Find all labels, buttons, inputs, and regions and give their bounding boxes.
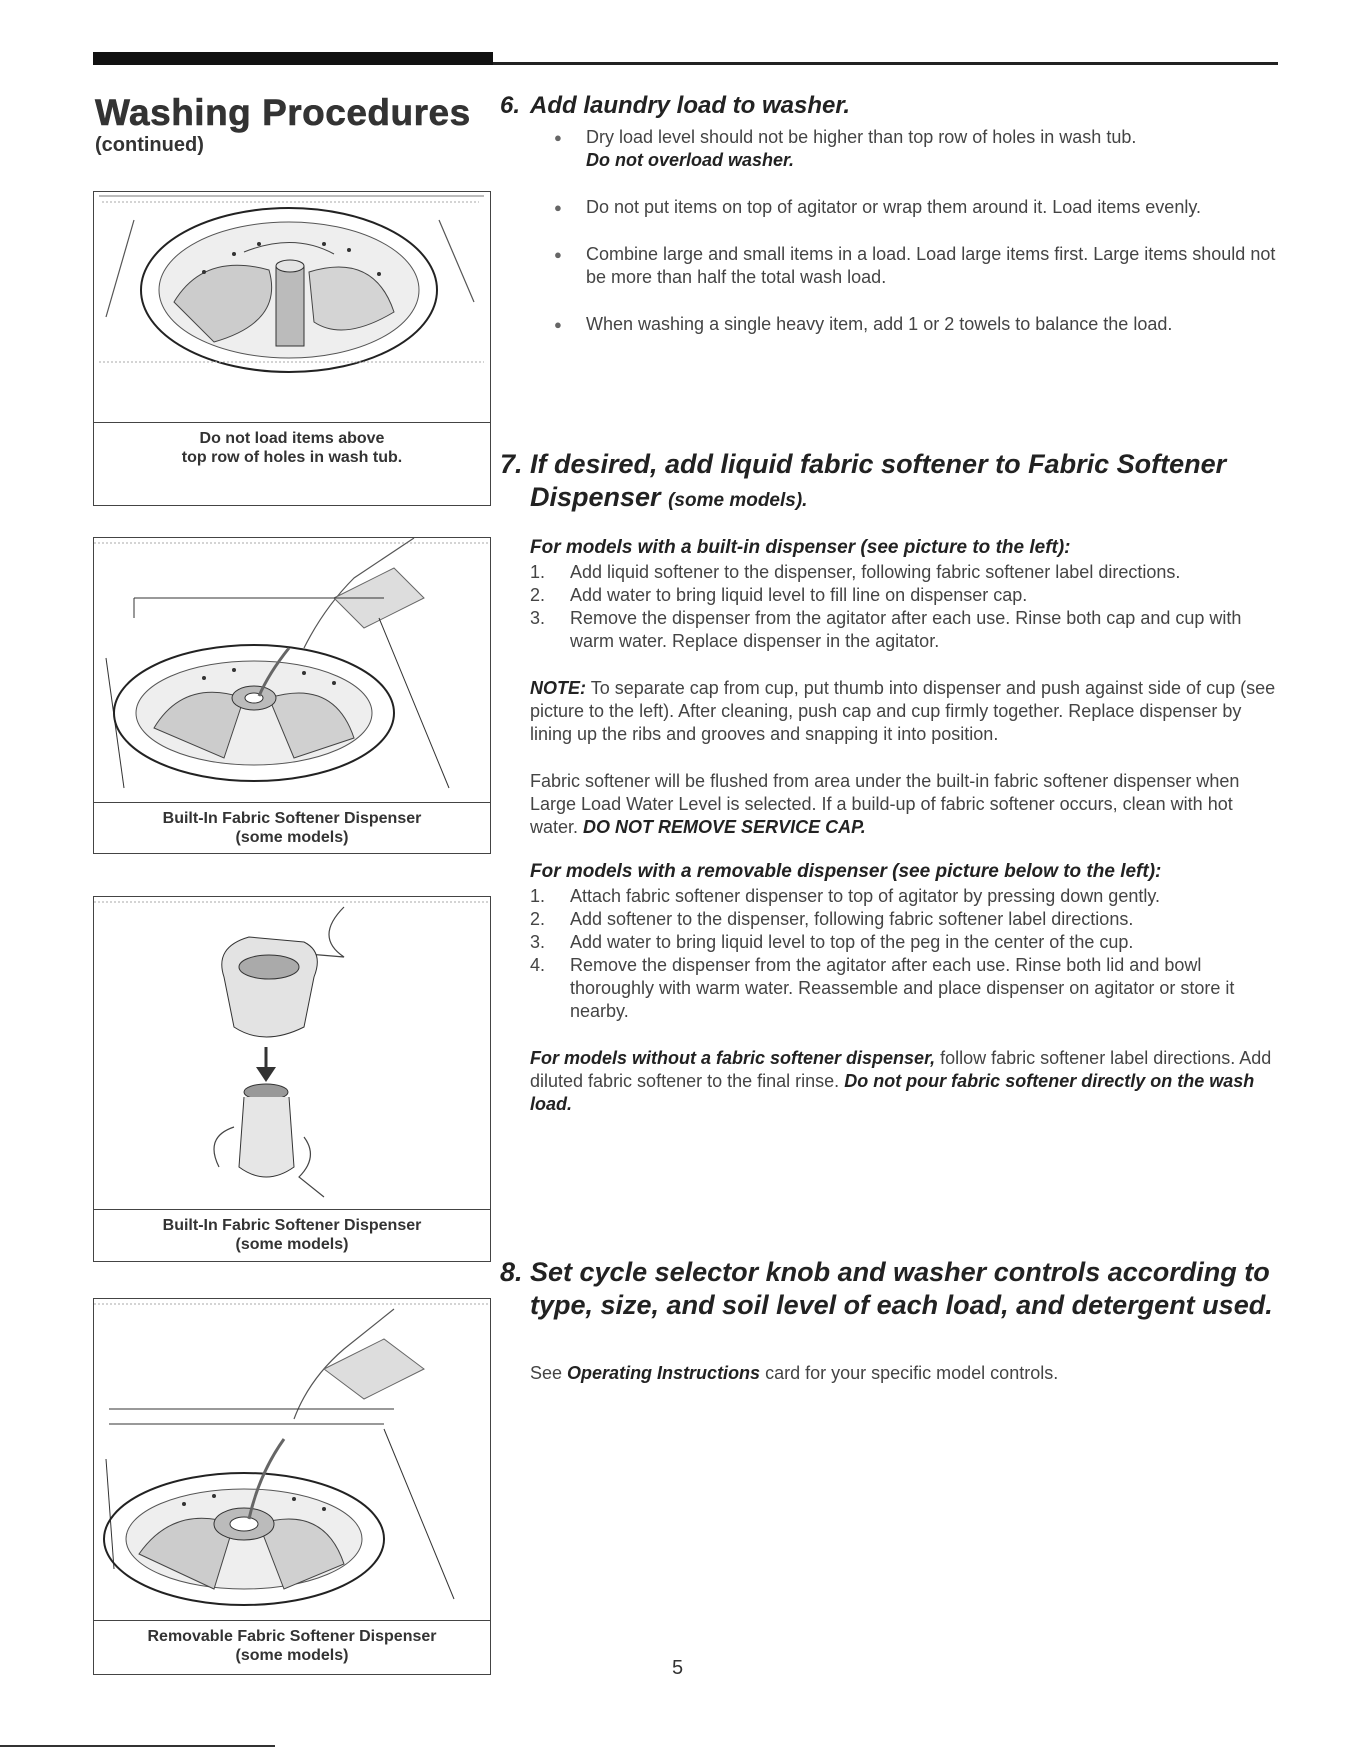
list-item: 2. Add softener to the dispenser, following fabric softener label directions. xyxy=(530,909,1134,929)
washer-tub-illustration xyxy=(94,192,490,422)
page-title: Washing Procedures xyxy=(95,92,471,133)
step-7-title: If desired, add liquid fabric softener to Fabric Softener Dispenser xyxy=(530,449,1227,512)
figure-4-caption-line1: Removable Fabric Softener Dispenser xyxy=(147,1628,437,1645)
removable-dispenser-list xyxy=(530,885,1278,1023)
list-item: 3. Add water to bring liquid level to top of the peg in the center of the cup. xyxy=(530,932,1134,952)
builtin-dispenser-illustration xyxy=(94,538,490,802)
step-7 xyxy=(500,448,1278,1116)
figure-4-caption-line2: (some models) xyxy=(235,1647,349,1664)
list-item: 1. Add liquid softener to the dispenser, following fabric softener label directions. xyxy=(530,562,1181,582)
footer-rule xyxy=(0,1745,275,1747)
figure-3-caption-line1: Built-In Fabric Softener Dispenser xyxy=(162,1217,422,1234)
builtin-dispenser-list xyxy=(530,561,1278,653)
step-6 xyxy=(500,92,1278,336)
figure-removable-dispenser xyxy=(93,1298,491,1675)
step-7-heading xyxy=(500,448,1278,517)
list-item: 4. Remove the dispenser from the agitator after each use. Rinse both lid and bowl thoroughly with warm water. Reassemble and place dispenser on agitator or store it nearby. xyxy=(530,955,1235,1021)
bullet-icon: ● xyxy=(554,200,562,215)
flush-text: Fabric softener will be flushed from area under the built-in fabric softener dispenser when Large Load Water Level is selected. If a build-up of fabric softener occurs, clean with hot water. xyxy=(530,771,1240,837)
list-item: 2. Add water to bring liquid level to fill line on dispenser cap. xyxy=(530,585,1028,605)
step-8 xyxy=(500,1256,1278,1385)
note-label: NOTE: xyxy=(530,678,586,698)
step-8-heading xyxy=(500,1256,1278,1322)
header-rule-thin xyxy=(493,62,1278,65)
dispenser-parts-illustration xyxy=(94,897,490,1209)
page-subtitle: (continued) xyxy=(95,134,204,156)
step-7-title-suffix: (some models). xyxy=(668,490,808,511)
figure-2-caption-line1: Built-In Fabric Softener Dispenser xyxy=(162,810,422,827)
bullet-text: Do not put items on top of agitator or wrap them around it. Load items evenly. xyxy=(586,197,1201,217)
step-6-heading xyxy=(500,92,1278,120)
bullet-icon: ● xyxy=(554,130,562,145)
removable-dispenser-illustration xyxy=(94,1299,490,1620)
bullet-text: Dry load level should not be higher than top row of holes in wash tub. xyxy=(586,127,1137,147)
step-6-bullet-3 xyxy=(530,243,1278,289)
see-prefix: See xyxy=(530,1363,563,1383)
service-cap-warning: DO NOT REMOVE SERVICE CAP. xyxy=(583,817,866,837)
figure-1-caption-line1: Do not load items above xyxy=(199,430,385,447)
list-item: 3. Remove the dispenser from the agitator after each use. Rinse both cap and cup with warm water. Replace dispenser in the agitator. xyxy=(530,608,1242,651)
no-dispenser-heading: For models without a fabric softener dispenser, xyxy=(530,1048,936,1068)
note-text: To separate cap from cup, put thumb into dispenser and push against side of cup (see picture to the left). After cleaning, push cap and cup firmly together. Replace dispenser by lining up the ribs and grooves and snapping it into position. xyxy=(530,678,1276,744)
step-8-number: 8. xyxy=(500,1257,523,1287)
list-item: 1. Attach fabric softener dispenser to top of agitator by pressing down gently. xyxy=(530,886,1161,906)
removable-dispenser-heading: For models with a removable dispenser (see picture below to the left): xyxy=(530,861,1162,882)
step-6-number: 6. xyxy=(500,92,521,119)
step-7-number: 7. xyxy=(500,449,523,479)
header-rule-dark xyxy=(93,52,493,65)
see-suffix: card for your specific model controls. xyxy=(765,1363,1059,1383)
step-8-title: Set cycle selector knob and washer controls according to type, size, and soil level of each load, and detergent used. xyxy=(530,1257,1273,1320)
builtin-dispenser-heading: For models with a built-in dispenser (see picture to the left): xyxy=(530,537,1071,558)
no-dispenser-paragraph xyxy=(530,1047,1278,1116)
step-6-bullet-1 xyxy=(530,126,1278,172)
figure-1-caption-line2: top row of holes in wash tub. xyxy=(181,449,403,466)
note-paragraph xyxy=(530,677,1278,746)
no-dispenser-text: follow fabric softener label directions. Add diluted fabric softener to the final rinse. xyxy=(530,1048,1272,1091)
operating-instructions-paragraph xyxy=(530,1362,1278,1385)
step-6-title: Add laundry load to washer. xyxy=(530,92,851,119)
figure-3-caption-line2: (some models) xyxy=(235,1236,349,1253)
operating-instructions-ref: Operating Instructions xyxy=(567,1363,761,1383)
overload-warning: Do not overload washer. xyxy=(586,150,795,170)
bullet-text: Combine large and small items in a load. Load large items first. Large items should not be more than half the total wash load. xyxy=(586,244,1276,287)
bullet-icon: ● xyxy=(554,317,562,332)
figure-builtin-dispenser xyxy=(93,537,491,854)
no-dispenser-warning: Do not pour fabric softener directly on the wash load. xyxy=(530,1071,1255,1114)
bullet-icon: ● xyxy=(554,247,562,262)
step-6-bullet-4 xyxy=(530,313,1278,336)
figure-load-level xyxy=(93,191,491,506)
page-number: 5 xyxy=(672,1657,684,1679)
bullet-text: When washing a single heavy item, add 1 or 2 towels to balance the load. xyxy=(586,314,1173,334)
figure-2-caption-line2: (some models) xyxy=(235,829,349,846)
step-6-bullet-2 xyxy=(530,196,1278,219)
figure-dispenser-parts xyxy=(93,896,491,1262)
flush-paragraph xyxy=(530,770,1278,839)
